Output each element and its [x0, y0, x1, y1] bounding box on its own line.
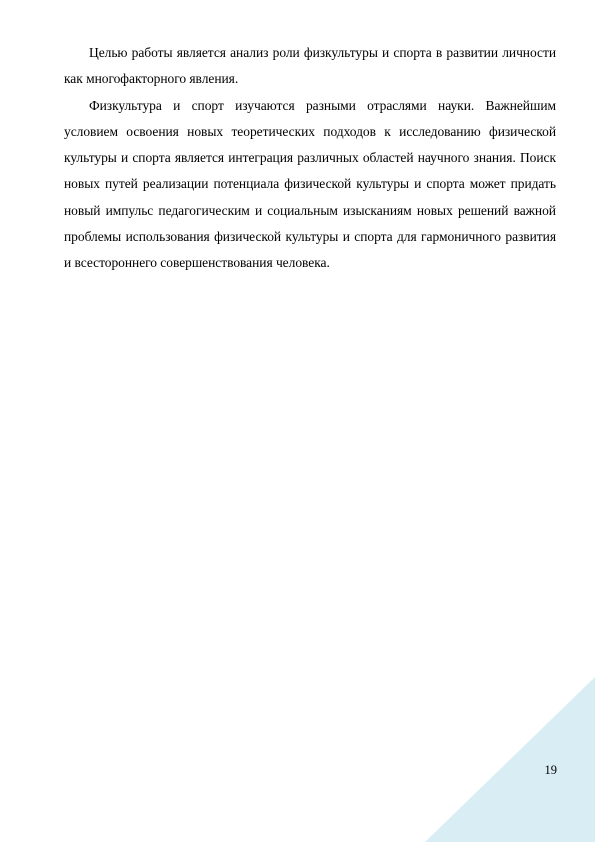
page-number: 19 — [544, 763, 557, 777]
document-body — [64, 40, 556, 277]
paragraph-integration: Физкультура и спорт изучаются разными отраслями науки. Важнейшим условием освоения новых теоретических подходов к исследованию физической культуры и спорта является интеграция различных областей научного знания. Поиск новых путей реализации потенциала физической культуры и спорта может придать новый импульс педагогическим и социальным изысканиям новых решений важной проблемы использования физической культуры и спорта для гармоничного развития и всестороннего совершенствования человека. — [64, 97, 556, 271]
corner-triangle-decoration — [425, 677, 595, 842]
paragraph-goal: Целью работы является анализ роли физкультуры и спорта в развитии личности как многофакторного явления. — [64, 45, 556, 87]
